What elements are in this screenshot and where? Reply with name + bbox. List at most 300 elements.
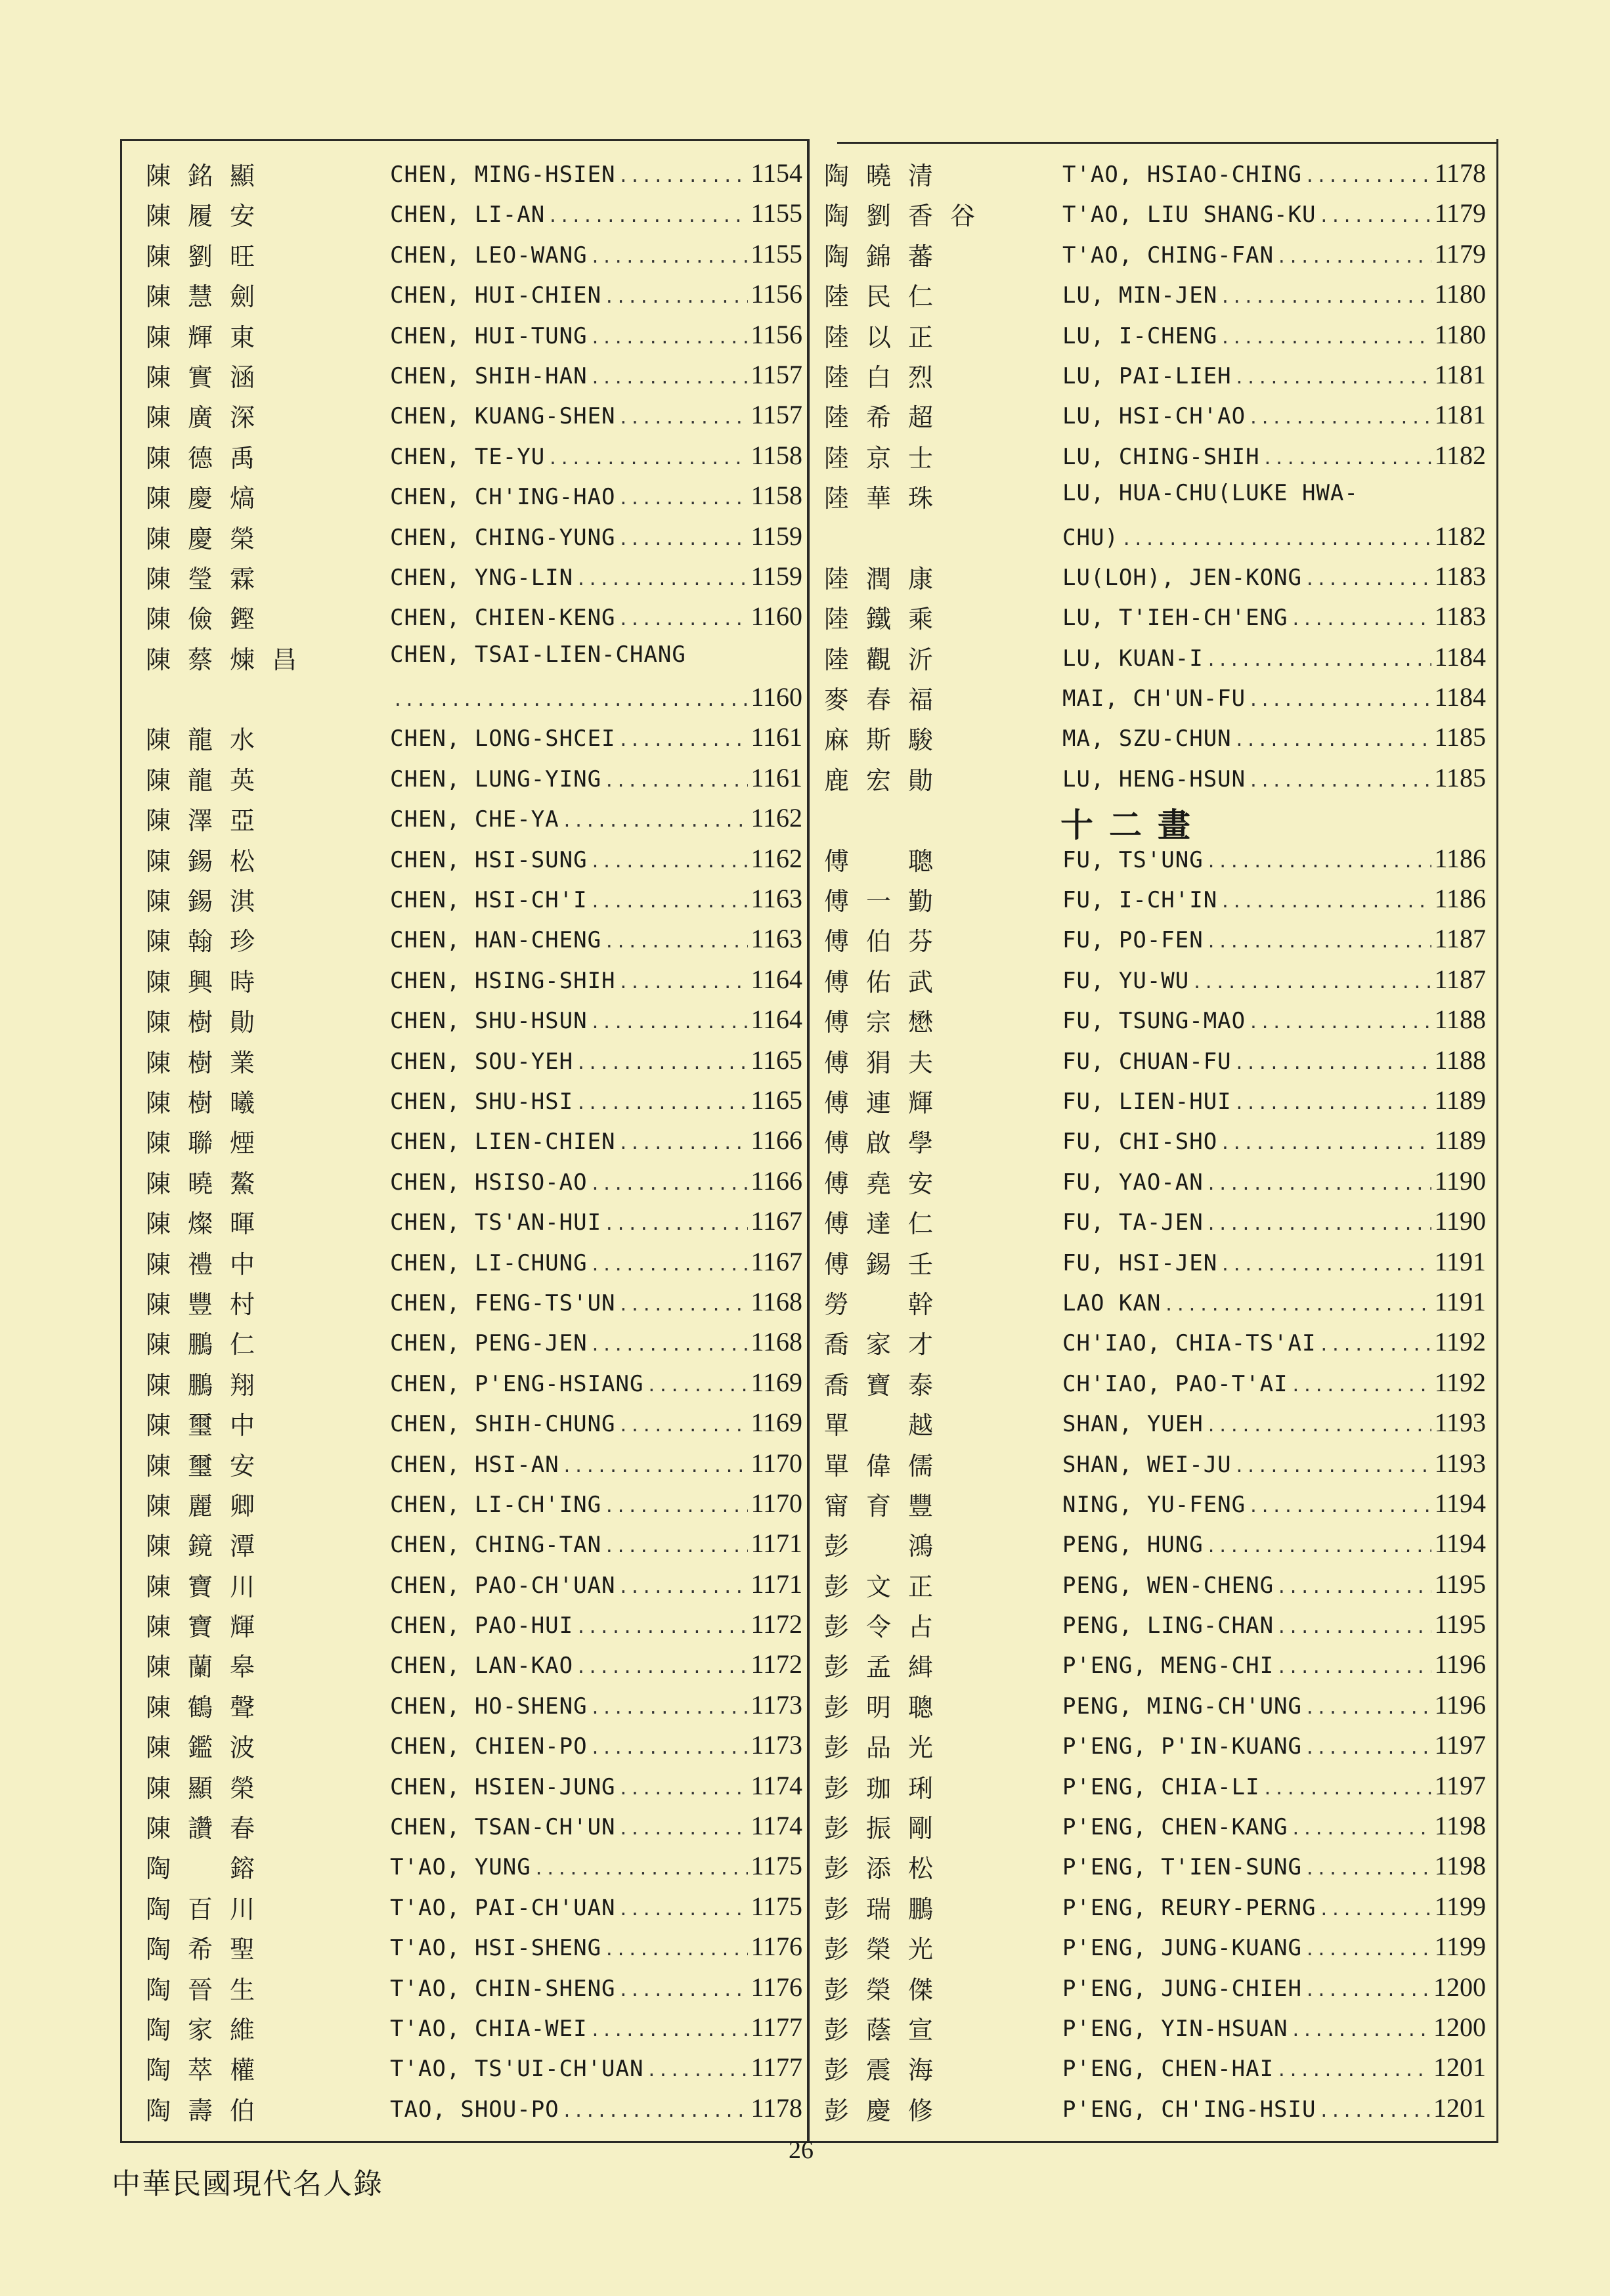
- chinese-name: 陳寶輝: [146, 1613, 272, 1642]
- page-reference: 1174: [751, 1811, 802, 1841]
- index-entry: [146, 1926, 802, 1966]
- chinese-name: 陳澤亞: [146, 806, 272, 836]
- romanized-entry: [1062, 1246, 1486, 1278]
- chinese-name: 彭榮傑: [824, 1975, 951, 2004]
- romanized-entry: [390, 238, 802, 270]
- index-entry: [824, 1402, 1487, 1442]
- page-reference: 1175: [751, 1891, 802, 1921]
- dot-leader: [590, 1699, 749, 1718]
- page-reference: 1176: [751, 1972, 802, 2002]
- romanized-entry: [390, 521, 802, 552]
- index-entry: [824, 677, 1487, 717]
- dot-leader: [619, 1295, 749, 1315]
- romanized-name: P'ENG, P'IN-KUANG: [1062, 1733, 1302, 1760]
- romanized-entry: [390, 1569, 802, 1600]
- page-reference: 1159: [751, 561, 802, 591]
- index-entry: [824, 1564, 1487, 1604]
- romanized-entry: [1062, 198, 1486, 229]
- romanized-entry: [1062, 1407, 1486, 1439]
- chinese-name: 陶曉清: [824, 162, 951, 190]
- romanized-entry: [1062, 1850, 1486, 1882]
- index-entry: [824, 1725, 1487, 1765]
- romanized-entry: [390, 2092, 802, 2124]
- page-reference: 1163: [751, 884, 802, 914]
- page-reference: 1176: [751, 1932, 802, 1962]
- page-reference: 1160: [751, 682, 802, 712]
- index-entry: [146, 2047, 802, 2087]
- dot-leader: [1248, 691, 1431, 710]
- page-reference: 1197: [1434, 1730, 1486, 1760]
- romanized-name: T'AO, PAI-CH'UAN: [390, 1894, 616, 1921]
- page-reference: 1190: [1434, 1206, 1486, 1236]
- dot-leader: [562, 812, 749, 831]
- page-reference: 1179: [1434, 238, 1486, 269]
- page-reference: 1198: [1434, 1811, 1486, 1841]
- page-reference: 1180: [1434, 319, 1486, 349]
- dot-leader: [590, 2021, 749, 2041]
- index-entry: [146, 1886, 802, 1926]
- romanized-name: CHEN, KUANG-SHEN: [390, 403, 616, 430]
- romanized-name: PENG, LING-CHAN: [1062, 1613, 1274, 1639]
- romanized-name: CHEN, CHING-TAN: [390, 1532, 602, 1559]
- romanized-name: CHEN, LI-CH'ING: [390, 1491, 602, 1518]
- index-entry: [824, 234, 1487, 274]
- romanized-name: P'ENG, REURY-PERNG: [1062, 1894, 1316, 1921]
- dot-leader: [576, 1658, 748, 1678]
- chinese-name: 單 越: [824, 1411, 951, 1440]
- romanized-entry: [1062, 1689, 1486, 1721]
- chinese-name: 彭震海: [824, 2056, 951, 2085]
- dot-leader: [590, 1175, 749, 1194]
- chinese-name: 陸鐵乘: [824, 605, 951, 634]
- chinese-name: 陳慧劍: [146, 282, 272, 312]
- chinese-name: 陳蘭皋: [146, 1653, 272, 1682]
- chinese-name: 傅 聰: [824, 846, 951, 876]
- index-entry: [146, 1604, 802, 1644]
- romanized-entry: [1062, 238, 1486, 270]
- chinese-name: 傅啟學: [824, 1129, 951, 1158]
- page-reference: 1162: [751, 803, 802, 833]
- page-reference: 1177: [751, 2052, 802, 2083]
- index-entry: [824, 717, 1487, 757]
- dot-leader: [604, 771, 748, 791]
- dot-leader: [590, 852, 749, 872]
- index-entry: [146, 1161, 802, 1201]
- index-entry: [824, 1765, 1487, 1806]
- romanized-name: CHEN, TS'AN-HUI: [390, 1209, 602, 1236]
- chinese-name: 彭榮光: [824, 1935, 951, 1964]
- romanized-name: T'AO, TS'UI-CH'UAN: [390, 2056, 644, 2083]
- romanized-entry: [390, 722, 802, 753]
- index-entry: [824, 596, 1487, 636]
- chinese-name: 傅一勤: [824, 887, 951, 917]
- romanized-name: LU, MIN-JEN: [1062, 282, 1218, 309]
- romanized-entry: [1062, 1045, 1486, 1076]
- chinese-name: 陶百川: [146, 1894, 272, 1924]
- romanized-name: CHEN, P'ENG-HSIANG: [390, 1370, 644, 1397]
- romanized-name: CHEN, LEO-WANG: [390, 242, 588, 269]
- romanized-name: P'ENG, T'IEN-SUNG: [1062, 1854, 1302, 1881]
- dot-leader: [576, 1618, 748, 1637]
- index-entry: [824, 1685, 1487, 1725]
- page-reference: 1156: [751, 319, 802, 349]
- page-reference: 1186: [1434, 884, 1486, 914]
- chinese-name: 傅宗懋: [824, 1008, 951, 1037]
- romanized-entry: [1062, 399, 1486, 431]
- dot-leader: [1206, 1175, 1432, 1194]
- index-entry: [146, 1523, 802, 1563]
- dot-leader: [1263, 1779, 1432, 1799]
- romanized-name: CHU): [1062, 524, 1119, 551]
- page-reference: 1161: [751, 722, 802, 752]
- chinese-name: 陳樹勛: [146, 1008, 272, 1037]
- romanized-name: LU, HENG-HSUN: [1062, 766, 1246, 792]
- page-reference: 1169: [751, 1408, 802, 1438]
- dot-leader: [590, 248, 749, 267]
- romanized-name: CHEN, LI-CHUNG: [390, 1249, 588, 1276]
- romanized-entry: [390, 158, 802, 189]
- romanized-name: CHEN, MING-HSIEN: [390, 162, 616, 188]
- chinese-name: 陸京士: [824, 443, 951, 473]
- romanized-name: CHEN, HUI-TUNG: [390, 322, 588, 349]
- index-entry: [146, 2007, 802, 2047]
- chinese-name: 彭瑞鵬: [824, 1894, 951, 1924]
- romanized-entry: [390, 1810, 802, 1842]
- chinese-name: 彭珈琍: [824, 1773, 951, 1803]
- romanized-entry: [390, 641, 802, 673]
- romanized-name: LU(LOH), JEN-KONG: [1062, 564, 1302, 591]
- dot-leader: [1318, 207, 1431, 227]
- romanized-entry: [390, 359, 802, 391]
- chinese-name: 傅達仁: [824, 1209, 951, 1239]
- romanized-name: CHEN, HSIEN-JUNG: [390, 1773, 616, 1800]
- dot-leader: [1220, 1134, 1431, 1154]
- romanized-name: CHEN, HSI-CH'I: [390, 887, 588, 914]
- page-reference: 1157: [751, 400, 802, 430]
- chinese-name: 陳璽中: [146, 1411, 272, 1440]
- index-entry: [146, 1040, 802, 1080]
- romanized-entry: [1062, 1367, 1486, 1398]
- page-reference: 1168: [751, 1327, 802, 1357]
- chinese-name: 鹿宏勛: [824, 766, 951, 795]
- index-entry: [146, 1282, 802, 1322]
- romanized-name: CHEN, HSI-SUNG: [390, 846, 588, 873]
- top-rule-left: [120, 139, 808, 141]
- romanized-entry: [390, 1972, 802, 2003]
- page-reference: 1200: [1433, 2012, 1486, 2042]
- dot-leader: [619, 731, 749, 750]
- page-reference: 1162: [751, 843, 802, 873]
- index-entry: [824, 355, 1487, 395]
- dot-leader: [1234, 1094, 1432, 1114]
- chinese-name: 陳禮中: [146, 1249, 272, 1279]
- chinese-name: 彭孟緝: [824, 1653, 951, 1682]
- chinese-name: 陳鶴聲: [146, 1693, 272, 1722]
- index-entry: [146, 1120, 802, 1160]
- page-reference: 1173: [751, 1730, 802, 1760]
- romanized-name: LU, KUAN-I: [1062, 645, 1204, 672]
- dot-leader: [619, 1819, 749, 1839]
- index-entry: [824, 475, 1487, 515]
- chinese-name: 陳龍水: [146, 726, 272, 755]
- romanized-name: T'AO, CHIA-WEI: [390, 2015, 588, 2042]
- page-reference: 1179: [1434, 198, 1486, 228]
- index-entry: [146, 1765, 802, 1806]
- dot-leader: [619, 167, 749, 186]
- romanized-entry: [1062, 923, 1486, 955]
- romanized-name: FU, YU-WU: [1062, 967, 1190, 994]
- chinese-name: 彭振剛: [824, 1814, 951, 1844]
- dot-leader: [1234, 1457, 1432, 1477]
- dot-leader: [576, 1054, 748, 1073]
- chinese-name: 陸希超: [824, 403, 951, 433]
- romanized-entry: [1062, 1891, 1486, 1922]
- index-entry: [146, 677, 802, 717]
- left-index-column: [146, 153, 802, 2128]
- dot-leader: [590, 892, 749, 912]
- romanized-entry: [1062, 158, 1486, 189]
- index-entry: [146, 435, 802, 475]
- chinese-name: 陳讚春: [146, 1814, 272, 1844]
- romanized-name: FU, LIEN-HUI: [1062, 1088, 1232, 1115]
- index-entry: [824, 1644, 1487, 1684]
- chinese-name: 陶家維: [146, 2015, 272, 2045]
- dot-leader: [646, 1376, 748, 1396]
- chinese-name: 陳曉鰲: [146, 1169, 272, 1198]
- romanized-entry: [1062, 2012, 1486, 2043]
- dot-leader: [604, 932, 748, 952]
- index-entry: [824, 878, 1487, 919]
- romanized-entry: [1062, 1609, 1486, 1640]
- chinese-name: 陳儉鏗: [146, 605, 272, 634]
- dot-leader: [1164, 1295, 1431, 1315]
- dot-leader: [1206, 1537, 1432, 1557]
- index-entry: [824, 919, 1487, 959]
- romanized-entry: [1062, 1326, 1486, 1358]
- dot-leader: [1276, 1578, 1431, 1597]
- chinese-name: 陸民仁: [824, 282, 951, 312]
- index-entry: [146, 1362, 802, 1402]
- page-reference: 1155: [751, 198, 802, 228]
- dot-leader: [1305, 1940, 1431, 1960]
- romanized-name: LU, CHING-SHIH: [1062, 443, 1260, 470]
- romanized-entry: [1062, 1085, 1486, 1116]
- index-entry: [146, 234, 802, 274]
- chinese-name: 陳鑑波: [146, 1733, 272, 1763]
- chinese-name: 彭蔭宣: [824, 2015, 951, 2045]
- dot-leader: [1206, 932, 1432, 952]
- romanized-entry: [390, 843, 802, 875]
- dot-leader: [1220, 328, 1431, 348]
- page-reference: 1192: [1434, 1327, 1486, 1357]
- romanized-entry: [390, 1649, 802, 1680]
- index-entry: [824, 1161, 1487, 1201]
- dot-leader: [1305, 1739, 1431, 1758]
- chinese-name: 彭文正: [824, 1572, 951, 1601]
- romanized-name: CHEN, SHIH-CHUNG: [390, 1411, 616, 1438]
- index-entry: [146, 1564, 802, 1604]
- index-entry: [824, 1806, 1487, 1846]
- romanized-entry: [390, 601, 802, 632]
- romanized-name: LAO KAN: [1062, 1289, 1162, 1316]
- chinese-name: 彭品光: [824, 1733, 951, 1763]
- index-entry: [824, 1483, 1487, 1523]
- romanized-name: T'AO, CHIN-SHENG: [390, 1975, 616, 2002]
- romanized-name: LU, I-CHENG: [1062, 322, 1218, 349]
- dot-leader: [1206, 1416, 1432, 1436]
- chinese-name: 彭添松: [824, 1854, 951, 1884]
- romanized-entry: [390, 1609, 802, 1640]
- romanized-name: P'ENG, CHIA-LI: [1062, 1773, 1260, 1800]
- romanized-entry: [390, 1246, 802, 1278]
- dot-leader: [576, 1094, 748, 1114]
- chinese-name: 陸白烈: [824, 362, 951, 392]
- page-reference: 1189: [1434, 1125, 1486, 1156]
- romanized-entry: [390, 1729, 802, 1761]
- page-reference: 1158: [751, 440, 802, 470]
- page-reference: 1190: [1434, 1165, 1486, 1196]
- romanized-entry: [390, 1488, 802, 1519]
- dot-leader: [1318, 1335, 1431, 1355]
- romanized-entry: [1062, 1488, 1486, 1519]
- index-entry: [146, 1483, 802, 1523]
- page-reference: 1182: [1434, 440, 1486, 470]
- chinese-name: 陳燦暉: [146, 1209, 272, 1239]
- page-reference: 1163: [751, 924, 802, 954]
- chinese-name: 彭 鴻: [824, 1532, 951, 1561]
- page-reference: 1184: [1434, 641, 1486, 672]
- romanized-entry: [1062, 561, 1486, 592]
- chinese-name: 麻斯駿: [824, 726, 951, 755]
- chinese-name: 彭慶修: [824, 2096, 951, 2125]
- dot-leader: [534, 1859, 749, 1879]
- dot-leader: [619, 973, 749, 993]
- index-entry: [146, 395, 802, 435]
- chinese-name: 陳錫松: [146, 846, 272, 876]
- romanized-entry: [390, 2052, 802, 2083]
- page-reference: 1180: [1434, 279, 1486, 309]
- romanized-entry: [1062, 843, 1486, 875]
- romanized-name: T'AO, HSIAO-CHING: [1062, 162, 1302, 188]
- chinese-name: 陳實涵: [146, 362, 272, 392]
- page-reference: 1199: [1434, 1891, 1486, 1921]
- index-entry: [824, 999, 1487, 1039]
- page-reference: 1195: [1434, 1569, 1486, 1599]
- index-entry: [824, 1846, 1487, 1886]
- dot-leader: [1291, 1819, 1432, 1839]
- page-reference: 1154: [751, 158, 802, 188]
- index-entry: [146, 556, 802, 596]
- index-entry: [146, 516, 802, 556]
- page-reference: 1167: [751, 1206, 802, 1236]
- romanized-entry: [390, 1407, 802, 1439]
- dot-leader: [548, 449, 748, 469]
- dot-leader: [590, 1335, 749, 1355]
- romanized-entry: [390, 1004, 802, 1035]
- chinese-name: 陳鏡潭: [146, 1532, 272, 1561]
- page-reference: 1172: [751, 1649, 802, 1679]
- romanized-entry: [390, 561, 802, 592]
- page-reference: 1182: [1434, 521, 1486, 551]
- romanized-name: CHEN, SHIH-HAN: [390, 362, 588, 389]
- page-reference: 1167: [751, 1246, 802, 1276]
- page-reference: 1196: [1434, 1689, 1486, 1720]
- index-entry: [146, 1402, 802, 1442]
- romanized-entry: [390, 1045, 802, 1076]
- page-reference: 1194: [1434, 1528, 1486, 1559]
- dot-leader: [1276, 2061, 1431, 2081]
- romanized-name: NING, YU-FENG: [1062, 1491, 1246, 1518]
- romanized-name: PENG, MING-CH'UNG: [1062, 1693, 1302, 1720]
- romanized-name: CH'IAO, CHIA-TS'AI: [1062, 1330, 1316, 1357]
- romanized-entry: [1062, 319, 1486, 351]
- romanized-entry: [1062, 1004, 1486, 1035]
- chinese-name: 傅錫壬: [824, 1249, 951, 1279]
- romanized-name: T'AO, HSI-SHENG: [390, 1935, 602, 1962]
- romanized-name: CHEN, HSI-AN: [390, 1451, 559, 1478]
- romanized-entry: [390, 1850, 802, 1882]
- romanized-name: CHEN, HSISO-AO: [390, 1169, 588, 1196]
- romanized-entry: [1062, 1205, 1486, 1237]
- dot-leader: [1220, 288, 1431, 307]
- chinese-name: 彭令占: [824, 1613, 951, 1642]
- page-reference: 1170: [751, 1488, 802, 1518]
- romanized-name: P'ENG, JUNG-KUANG: [1062, 1935, 1302, 1962]
- index-entry: [824, 959, 1487, 999]
- dot-leader: [619, 1578, 749, 1597]
- dot-leader: [393, 691, 748, 710]
- romanized-entry: [1062, 1931, 1486, 1962]
- page-reference: 1181: [1434, 359, 1486, 389]
- romanized-name: P'ENG, JUNG-CHIEH: [1062, 1975, 1302, 2002]
- romanized-name: CHEN, SOU-YEH: [390, 1048, 574, 1075]
- romanized-name: CHEN, FENG-TS'UN: [390, 1289, 616, 1316]
- page-reference: 1178: [1434, 158, 1486, 188]
- romanized-name: T'AO, YUNG: [390, 1854, 531, 1881]
- dot-leader: [1291, 1376, 1432, 1396]
- index-entry: [824, 1040, 1487, 1080]
- chinese-name: 陶晉生: [146, 1975, 272, 2004]
- page-reference: 1155: [751, 238, 802, 269]
- chinese-name: 陳麗卿: [146, 1491, 272, 1521]
- page-reference: 1177: [751, 2012, 802, 2042]
- romanized-entry: [390, 1448, 802, 1479]
- chinese-name: 傅連輝: [824, 1088, 951, 1117]
- index-entry: [146, 1806, 802, 1846]
- page-reference: 1188: [1434, 1045, 1486, 1075]
- dot-leader: [590, 1013, 749, 1033]
- dot-leader: [1305, 1859, 1431, 1879]
- romanized-name: CHEN, HSING-SHIH: [390, 967, 616, 994]
- romanized-name: CHEN, LIEN-CHIEN: [390, 1129, 616, 1156]
- page-reference: 1164: [751, 964, 802, 994]
- romanized-name: T'AO, LIU SHANG-KU: [1062, 202, 1316, 228]
- page-reference: 1184: [1434, 682, 1486, 712]
- index-entry: [146, 878, 802, 919]
- dot-leader: [1276, 248, 1431, 267]
- chinese-name: 單偉儒: [824, 1451, 951, 1481]
- right-index-column: [824, 153, 1487, 2128]
- dot-leader: [1305, 1981, 1431, 2001]
- chinese-name: 傅狷夫: [824, 1048, 951, 1077]
- dot-leader: [1305, 1699, 1431, 1718]
- page-reference: 1166: [751, 1125, 802, 1156]
- chinese-name: 陳慶榮: [146, 524, 272, 553]
- index-entry: [824, 758, 1487, 798]
- dot-leader: [604, 1215, 748, 1234]
- index-entry: [824, 1242, 1487, 1282]
- chinese-name: 勞 幹: [824, 1289, 951, 1319]
